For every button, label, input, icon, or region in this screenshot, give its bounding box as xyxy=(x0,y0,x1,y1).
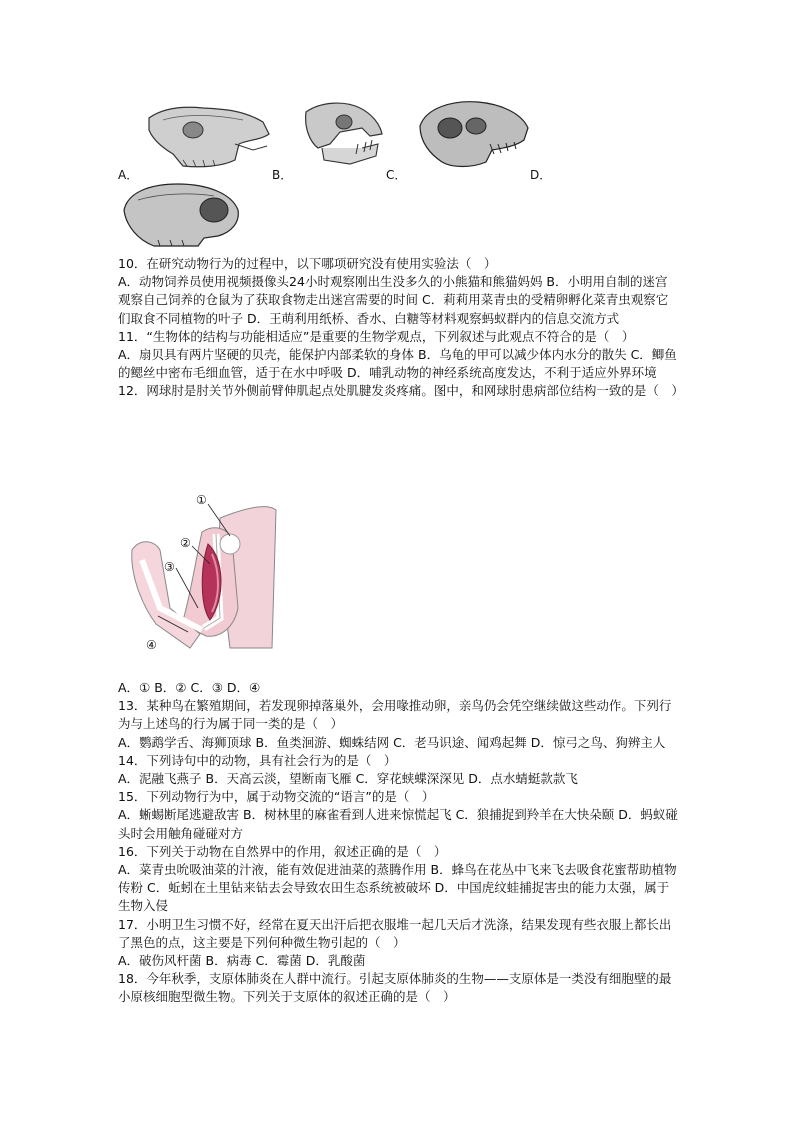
label-3: ③ xyxy=(164,560,175,574)
question-14-stem: 14．下列诗句中的动物，具有社会行为的是（ ） xyxy=(118,752,397,768)
question-17-options: A．破伤风杆菌 B．病毒 C．霉菌 D．乳酸菌 xyxy=(118,953,366,969)
option-a-label: A． xyxy=(118,168,139,182)
skull-figure-c xyxy=(412,96,532,172)
label-4: ④ xyxy=(146,638,157,652)
skull-figure-d xyxy=(118,180,244,248)
question-12-options: A．① B．② C．③ D．④ xyxy=(118,680,261,695)
question-16-options: A．菜青虫吮吸油菜的汁液，能有效促进油菜的蒸腾作用 B．蜂鸟在花丛中飞来飞去吸食花蜜帮助植物传粉 C．蚯蚓在土里钻来钻去会导致农田生态系统被破坏 D．中国虎纹蛙捕捉害虫的能力太强，属于生物入侵 xyxy=(118,862,677,914)
label-2: ② xyxy=(180,536,191,550)
question-15-stem: 15．下列动物行为中，属于动物交流的“语言”的是（ ） xyxy=(118,789,435,805)
skull-figure-a xyxy=(143,100,271,172)
skull-figure-b xyxy=(300,98,386,170)
label-1: ① xyxy=(196,493,207,507)
option-b-label: B． xyxy=(272,168,293,182)
question-block-upper xyxy=(118,255,684,401)
question-18-stem: 18．今年秋季，支原体肺炎在人群中流行。引起支原体肺炎的生物——支原体是一类没有细胞壁的最小原核细胞型微生物。下列关于支原体的叙述正确的是（ ） xyxy=(118,971,672,1005)
question-16-stem: 16．下列关于动物在自然界中的作用，叙述正确的是（ ） xyxy=(118,843,447,859)
question-11-options: A．扇贝具有两片坚硬的贝壳，能保护内部柔软的身体 B．乌龟的甲可以减少体内水分的散失 C．鲫鱼的鳃丝中密布毛细血管，适于在水中呼吸 D．哺乳动物的神经系统高度发达，不利于适应外界环境 xyxy=(118,347,677,381)
question-17-stem: 17．小明卫生习惯不好，经常在夏天出汗后把衣服堆一起几天后才洗涤，结果发现有些衣服上都长出了黑色的点，这主要是下列何种微生物引起的（ ） xyxy=(118,916,672,950)
question-block-lower xyxy=(118,679,678,1007)
option-c-label: C． xyxy=(386,168,407,182)
arm-muscle-figure xyxy=(120,488,280,658)
question-14-options: A．泥融飞燕子 B．天高云淡，望断南飞雁 C．穿花蛱蝶深深见 D．点水蜻蜓款款飞 xyxy=(118,771,578,787)
question-13-stem: 13．某种鸟在繁殖期间，若发现卵掉落巢外，会用喙推动卵，亲鸟仍会凭空继续做这些动作。下列行为与上述鸟的行为属于同一类的是（ ） xyxy=(118,698,672,732)
question-15-options: A．蜥蜴断尾逃避敌害 B．树林里的麻雀看到人进来惊慌起飞 C．狼捕捉到羚羊在大快朵颐 D．蚂蚁碰头时会用触角碰碰对方 xyxy=(118,807,678,841)
question-11-stem: 11．“生物体的结构与功能相适应”是重要的生物学观点，下列叙述与此观点不符合的是（ ） xyxy=(118,328,635,344)
question-10-options: A．动物饲养员使用视频摄像头24小时观察刚出生没多久的小熊猫和熊猫妈妈 B．小明用自制的迷宫观察自己饲养的仓鼠为了获取食物走出迷宫需要的时间 C．莉莉用菜青虫的受精卵孵化菜青虫观察它们取食不同植物的叶子 D．王萌利用纸桥、香水、白糖等材料观察蚂蚁群内的信息交流方式 xyxy=(118,274,669,326)
question-12-stem: 12．网球肘是肘关节外侧前臂伸肌起点处肌腱发炎疼痛。图中，和网球肘患病部位结构一致的是（ ） xyxy=(118,383,684,399)
question-10-stem: 10．在研究动物行为的过程中，以下哪项研究没有使用实验法（ ） xyxy=(118,256,497,271)
option-d-label: D． xyxy=(530,168,552,182)
question-13-options: A．鹦鹉学舌、海狮顶球 B．鱼类洄游、蜘蛛结网 C．老马识途、闻鸡起舞 D．惊弓之鸟、狗辨主人 xyxy=(118,734,666,750)
